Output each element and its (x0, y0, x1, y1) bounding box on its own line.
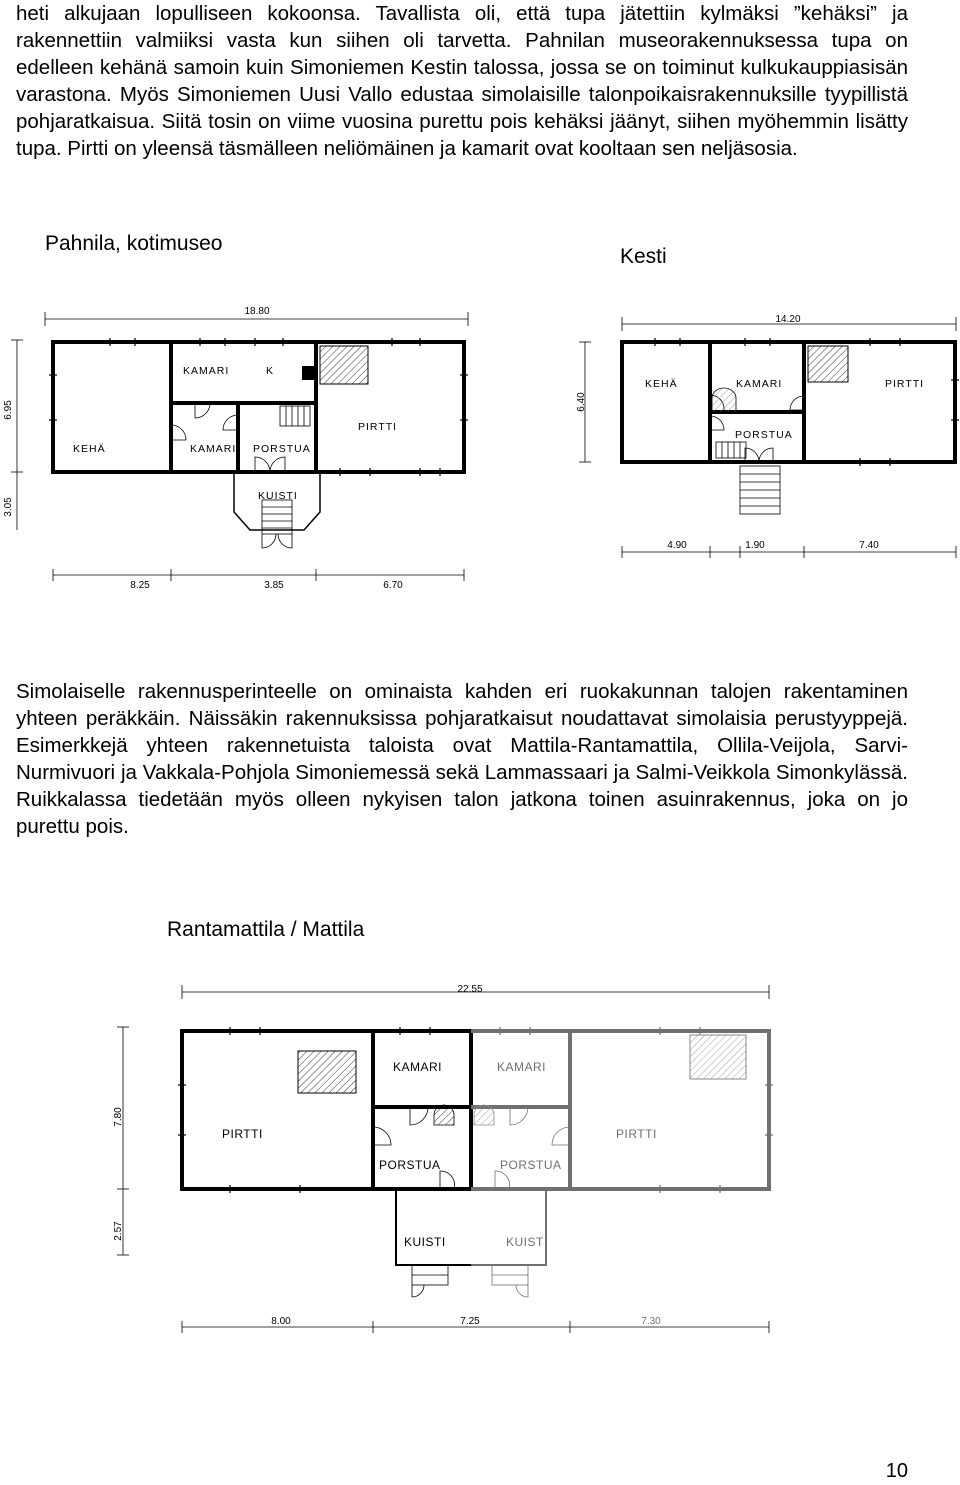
stove-right-hatched (690, 1035, 746, 1079)
room-pirtti-right: PIRTTI (616, 1127, 657, 1141)
porch-kuisti (234, 472, 320, 548)
stairs (716, 442, 746, 458)
floorplan-pahnila (0, 290, 480, 600)
dimension-porch: 2.57 (113, 1221, 124, 1241)
dimension-total: 18.80 (244, 306, 270, 317)
stairs (280, 406, 310, 426)
door-swings-right (495, 1107, 570, 1189)
room-porstua-right: PORSTUA (500, 1158, 562, 1172)
room-kamari-left: KAMARI (393, 1060, 443, 1074)
caption-mattila: Rantamattila / Mattila (167, 918, 365, 941)
dimension-bottom-2: 3.85 (264, 580, 284, 591)
room-pirtti: PIRTTI (358, 421, 398, 433)
dimension-porch: 3.05 (3, 497, 14, 517)
room-porstua: PORSTUA (253, 443, 311, 455)
stove-left-hatched (298, 1051, 356, 1093)
oven-round-right (474, 1105, 494, 1125)
oven-round (712, 388, 736, 412)
floorplan-mattila (100, 975, 780, 1335)
oven-round-left (434, 1105, 454, 1125)
dimension-side (117, 1027, 129, 1255)
intro-paragraph (16, 0, 908, 162)
dimension-height: 6.95 (3, 400, 14, 420)
dimension-height: 6.40 (576, 392, 587, 412)
stove-hatched (320, 346, 368, 384)
caption-pahnila: Pahnila, kotimuseo (45, 232, 223, 255)
caption-kesti: Kesti (620, 245, 667, 268)
room-kamari: KAMARI (736, 378, 783, 390)
dimension-total: 22.55 (457, 984, 483, 995)
middle-paragraph (16, 678, 908, 840)
dimension-bottom-2: 7.25 (460, 1316, 480, 1327)
wall-ticks (655, 338, 959, 466)
room-porstua: PORSTUA (735, 429, 793, 441)
entrance-steps (740, 466, 780, 514)
room-porstua-left: PORSTUA (379, 1158, 441, 1172)
floorplan-kesti (570, 300, 960, 560)
room-pirtti: PIRTTI (885, 378, 925, 390)
intro-paragraph-text: heti alkujaan lopulliseen kokoonsa. Tavallista oli, että tupa jätettiin kylmäksi ”kehäksi” ja rakennettiin valmiiksi vasta kun siihen oli tarvetta. Pahnilan museorakennuksessa tupa on edelleen kehänä samoin kuin Simoniemen Kestin talossa, jossa se on toiminut kulkukauppiasisän varastona. Myös Simoniemen Uusi Vallo edustaa simolaisille talonpoikaisrakennuksille tyypillistä pohjaratkaisua. Siitä tosin on viime vuosina purettu pois kehäksi jäänyt, siihen myöhemmin lisätty tupa. Pirtti on yleensä täsmälleen neliömäinen ja kamarit ovat kooltaan sen neljäsosia. (16, 2, 908, 160)
chimney-block (302, 366, 314, 380)
middle-paragraph-text: Simolaiselle rakennusperinteelle on ominaista kahden eri ruokakunnan talojen rakentaminen yhteen peräkkäin. Näissäkin rakennuksissa pohjaratkaisut noudattavat simolaisia perustyyppejä. Esimerkkejä yhteen rakennetuista taloista ovat Mattila-Rantamattila, Ollila-Veijola, Sarvi-Nurmivuori ja Vakkala-Pohjola Simoniemessä sekä Lammassaari ja Salmi-Veikkola Simonkylässä. Ruikkalassa tiedetään myös olleen nykyisen talon jatkona toinen asuinrakennus, joka on jo purettu pois. (16, 680, 908, 838)
dimension-bottom-1: 8.25 (130, 580, 150, 591)
dimension-bottom-3: 6.70 (383, 580, 403, 591)
room-kuisti-left: KUISTI (404, 1235, 446, 1249)
dimension-height: 7.80 (113, 1107, 124, 1127)
room-kuisti: KUISTI (258, 490, 298, 502)
dimension-total: 14.20 (775, 314, 801, 325)
room-pirtti-left: PIRTTI (222, 1127, 263, 1141)
door-swings (171, 403, 285, 472)
room-keha: KEHÄ (645, 378, 678, 390)
stove-hatched (808, 346, 848, 382)
room-kamari-bottom: KAMARI (190, 443, 237, 455)
wall-ticks (49, 338, 468, 476)
room-kuisti-right: KUISTI (506, 1235, 548, 1249)
dimension-bottom-1: 4.90 (667, 540, 687, 551)
room-kamari-top: KAMARI (183, 365, 230, 377)
room-k: K (266, 365, 275, 377)
dimension-bottom-3: 7.30 (641, 1316, 661, 1327)
walls (622, 342, 955, 462)
dimension-bottom-2: 1.90 (745, 540, 765, 551)
dimension-bottom-3: 7.40 (859, 540, 879, 551)
page-number: 10 (885, 1460, 908, 1482)
room-kamari-right: KAMARI (497, 1060, 547, 1074)
dimension-bottom-1: 8.00 (271, 1316, 291, 1327)
room-keha: KEHÄ (73, 443, 106, 455)
